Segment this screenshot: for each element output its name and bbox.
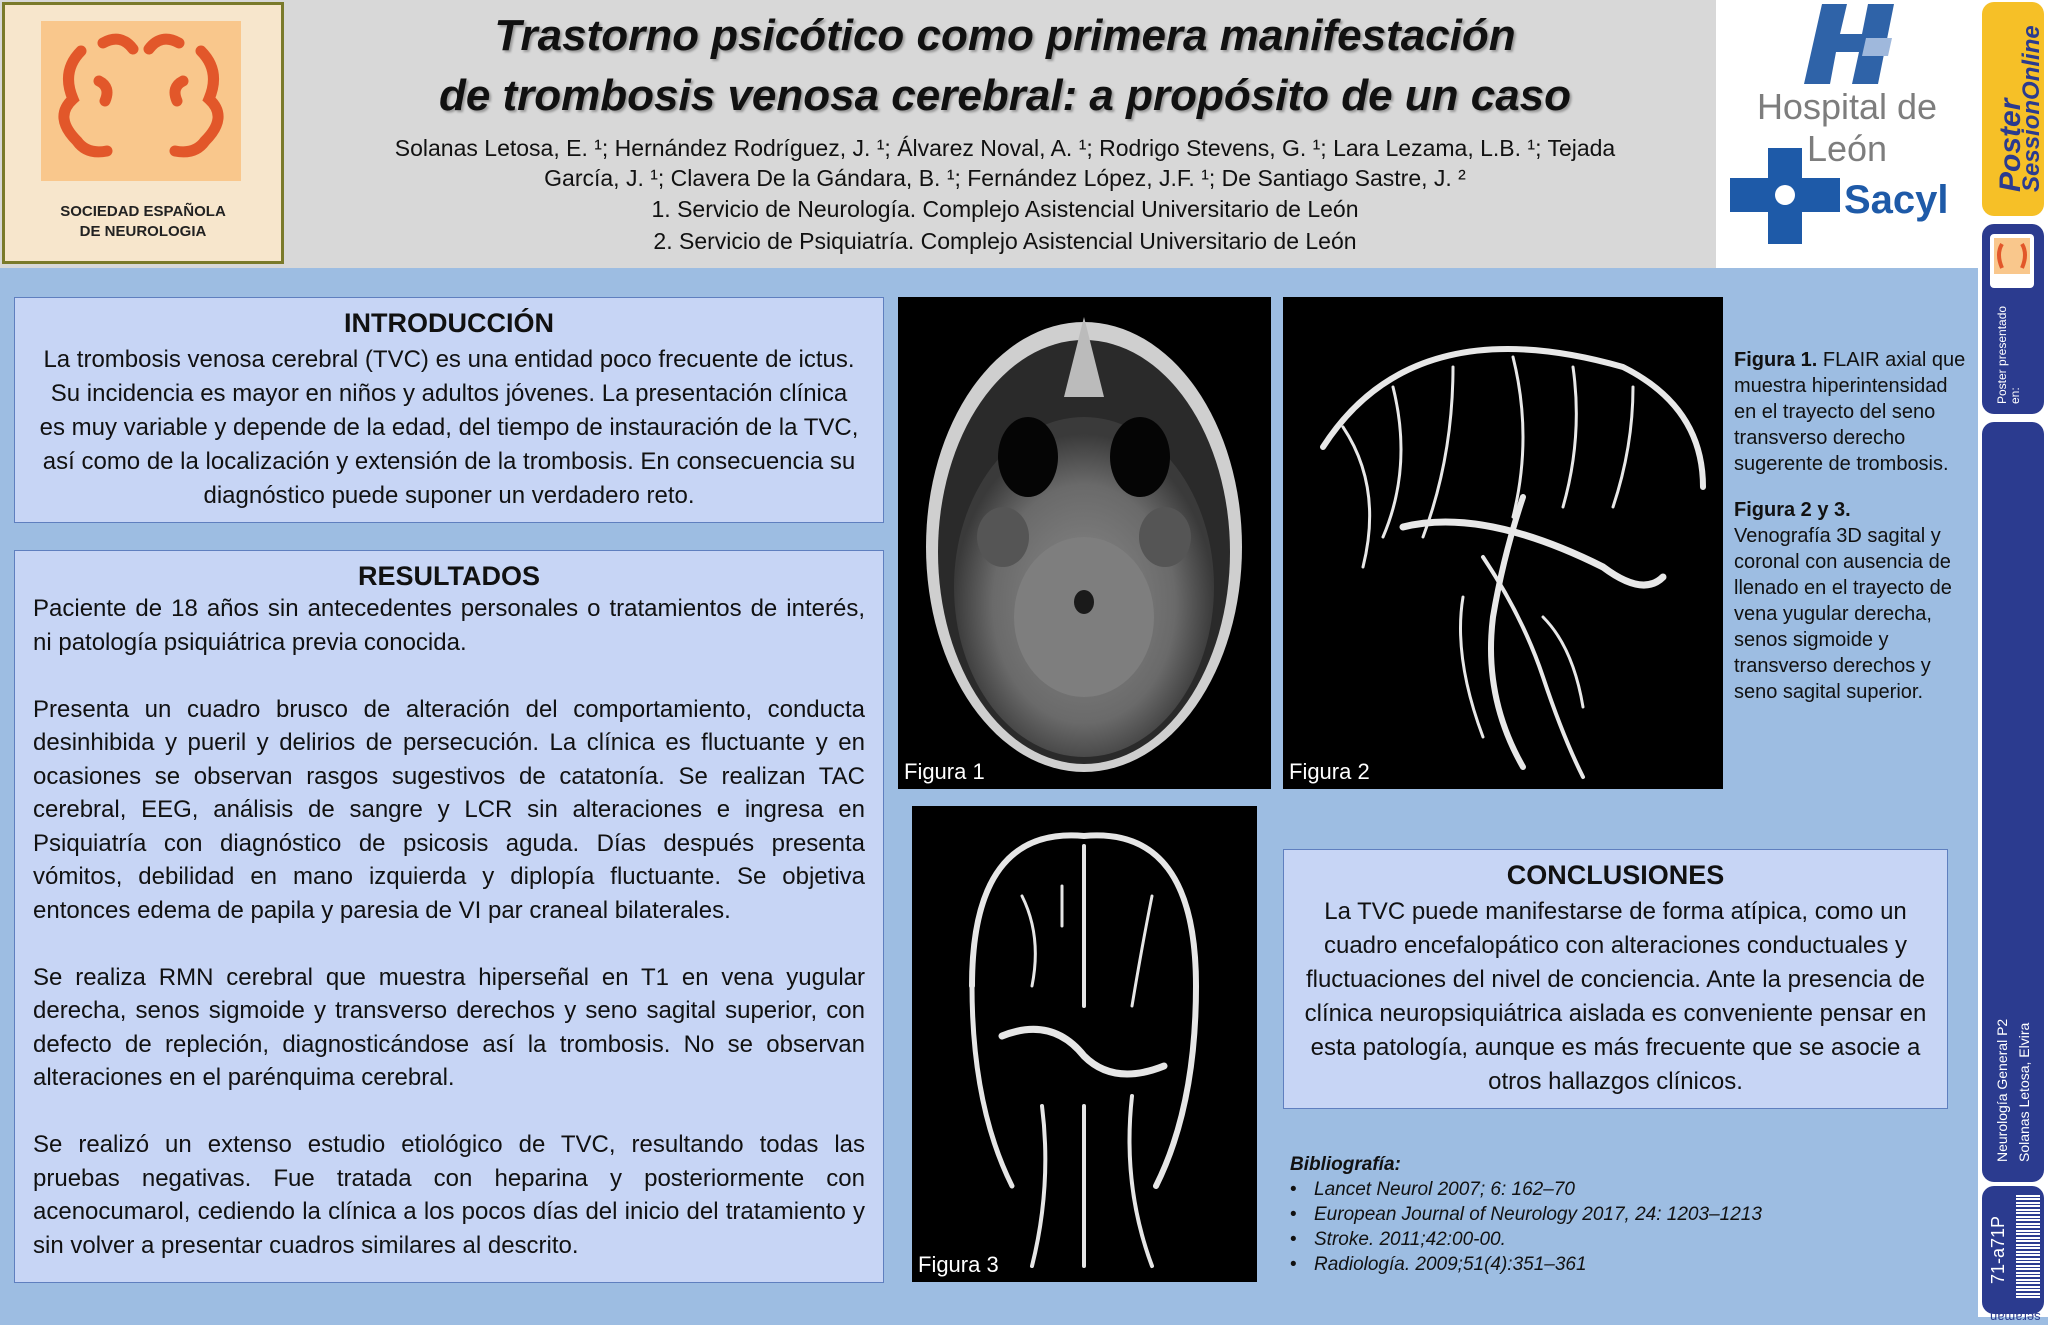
sagittal-venography [1283, 297, 1723, 789]
affiliation-2: 2. Servicio de Psiquiatría. Complejo Asistencial Universitario de León [653, 228, 1357, 254]
legend-2-title: Figura 2 y 3. [1734, 499, 1851, 521]
title-line2: de trombosis venosa cerebral: a propósito de un caso [438, 71, 1572, 120]
brain-icon [41, 21, 241, 181]
session-online-label: SessionOnline [2018, 25, 2045, 192]
introduction-text: La trombosis venosa cerebral (TVC) es una entidad poco frecuente de ictus. Su incidencia es mayor en niños y adultos jóvenes. La presentación clínica es muy variable y depende de la edad, del tiempo de instauración de la TVC, así como de la localización y extensión de la trombosis. En consecuencia su diagnóstico puede suponer un verdadero reto. [39, 346, 859, 509]
figure-2-caption: Figura 2 [1289, 759, 1370, 784]
bibliography-title: Bibliografía: [1290, 1154, 1401, 1175]
presented-panel [1982, 224, 2044, 414]
results-box [14, 550, 884, 1283]
poster-title [290, 6, 1720, 126]
introduction-heading: INTRODUCCIÓN [344, 308, 554, 338]
title-line1: Trastorno psicótico como primera manifestación [494, 11, 1516, 60]
bibliography-list [1290, 1177, 1930, 1277]
authors [320, 133, 1690, 193]
poster-code: 71-a71P [1988, 1215, 2008, 1284]
bibliography-item: • Stroke. 2011;42:00-00. [1290, 1227, 1930, 1252]
sen-logo-line1: SOCIEDAD ESPAÑOLA [60, 203, 226, 220]
poster-label: Poster [1994, 98, 2027, 192]
conclusions-heading: CONCLUSIONES [1506, 860, 1725, 890]
axial-flair-mri [898, 297, 1271, 789]
institution-logos [1716, 0, 1978, 268]
coronal-venography [912, 806, 1257, 1282]
bibliography [1290, 1152, 1930, 1277]
legend-1-text: FLAIR axial que muestra hiperintensidad en el trayecto del seno transverso derecho sugerente de trombosis. [1734, 349, 1966, 475]
sacyl-name: Sacyl [1844, 178, 1949, 222]
legend-figure-1 [1734, 347, 1974, 477]
affiliations [320, 193, 1690, 257]
sacyl-cross-icon [1730, 148, 1840, 244]
barcode [2016, 1194, 2040, 1298]
code-panel [1982, 1186, 2044, 1325]
figure-3-caption: Figura 3 [918, 1252, 999, 1277]
side-strip [1978, 0, 2048, 1325]
conclusions-text: La TVC puede manifestarse de forma atípica, como un cuadro encefalopático con alteraciones conductuales y fluctuaciones del nivel de conciencia. Ante la presencia de clínica neuropsiquiátrica aislada es conveniente pensar en esta patología, aunque es más frecuente que se asocie a otros hallazgos clínicos. [1304, 898, 1927, 1095]
figure-legend [1734, 347, 1974, 725]
sen-mini-logo [1990, 234, 2034, 288]
legend-figure-2-3 [1734, 497, 1974, 705]
figure-3-image [912, 806, 1257, 1282]
figure-1-image [898, 297, 1271, 789]
results-heading: RESULTADOS [358, 561, 540, 591]
poster-session-badge [1982, 2, 2044, 216]
affiliation-1: 1. Servicio de Neurología. Complejo Asistencial Universitario de León [651, 196, 1359, 222]
brain-icon-small [1990, 234, 2034, 288]
bibliography-item: • Radiología. 2009;51(4):351–361 [1290, 1252, 1930, 1277]
figure-2-image [1283, 297, 1723, 789]
category-panel [1982, 422, 2044, 1182]
seraman-label: seraman [1990, 1310, 2041, 1325]
sen-logo-line2: DE NEUROLOGIA [79, 223, 207, 240]
bibliography-item: • European Journal of Neurology 2017, 24: 1203–1213 [1290, 1202, 1930, 1227]
presented-label: Poster presentado en: [1995, 305, 2022, 404]
conclusions-box [1283, 849, 1948, 1109]
results-paragraph-2: Presenta un cuadro brusco de alteración del comportamiento, conducta desinhibida y pueril y delirios de persecución. La clínica es fluctuante y en ocasiones se observan rasgos sugestivos de catatonía. Se realizan TAC cerebral, EEG, análisis de sangre y LCR sin alteraciones e ingresa en Psiquiatría con diagnóstico de psicosis aguda. Días después presenta vómitos, debilidad en mano izquierda y diplopía fluctuante. Se objetiva entonces edema de papila y paresia de VI par craneal bilaterales. [33, 695, 865, 924]
results-paragraph-1: Paciente de 18 años sin antecedentes personales o tratamientos de interés, ni patología psiquiátrica previa conocida. [33, 595, 865, 656]
figure-1-caption: Figura 1 [904, 759, 985, 784]
results-paragraph-3: Se realiza RMN cerebral que muestra hiperseñal en T1 en vena yugular derecha, senos sigmoide y transverso derechos y seno sagital superior, con defecto de repleción, diagnosticándose así la trombosis. No se observan alteraciones en el parénquima cerebral. [33, 963, 865, 1091]
introduction-box [14, 297, 884, 523]
authors-line2: García, J. ¹; Clavera De la Gándara, B. ¹; Fernández López, J.F. ¹; De Santiago Sastre, J. ² [544, 165, 1466, 191]
authors-line1: Solanas Letosa, E. ¹; Hernández Rodríguez, J. ¹; Álvarez Noval, A. ¹; Rodrigo Stevens, G. ¹; Lara Lezama, L.B. ¹; Tejada [394, 135, 1616, 161]
bibliography-item: • Lancet Neurol 2007; 6: 162–70 [1290, 1177, 1930, 1202]
hospital-logo-icon [1802, 4, 1912, 84]
author-label: Solanas Letosa, Elvira [2016, 1022, 2032, 1162]
hospital-name: Hospital de León [1756, 86, 1938, 169]
category-label: Neurología General P2 [1994, 1018, 2010, 1162]
sen-logo [2, 2, 284, 264]
legend-2-text: Venografía 3D sagital y coronal con ausencia de llenado en el trayecto de vena yugular derecha, senos sigmoide y transverso derechos y seno sagital superior. [1734, 525, 1952, 703]
legend-1-title: Figura 1. [1734, 349, 1818, 371]
results-paragraph-4: Se realizó un extenso estudio etiológico de TVC, resultando todas las pruebas negativas. Fue tratada con heparina y posteriormente con acenocumarol, cediendo la clínica a los pocos días del inicio del tratamiento y sin volver a presentar cuadros similares al descrito. [33, 1131, 865, 1259]
